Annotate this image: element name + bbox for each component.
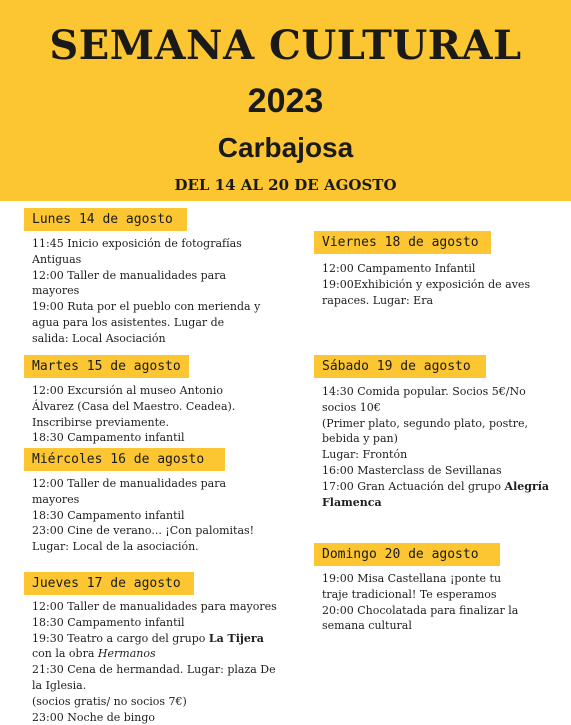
event-dates: DEL 14 AL 20 DE AGOSTO — [174, 176, 397, 194]
event-text: 19:30 Teatro a cargo del grupo — [32, 631, 206, 645]
event-item — [322, 479, 550, 511]
event-text: con la obra — [32, 647, 95, 661]
event-item: 11:45 Inicio exposición de fotografías Antiguas — [32, 237, 242, 266]
event-item: (socios gratis/ no socios 7€) — [32, 694, 187, 708]
events-martes — [32, 383, 257, 446]
title-town: Carbajosa — [217, 132, 354, 163]
day-label-jueves: Jueves 17 de agosto — [24, 572, 194, 595]
play-title-hermanos: Hermanos — [97, 647, 156, 661]
event-item: 12:00 Excursión al museo Antonio Álvarez (Casa del Maestro. Ceadea). Inscribirse previamente. — [32, 384, 236, 429]
events-jueves — [32, 599, 282, 725]
group-name-la-tijera: La Tijera — [208, 631, 264, 645]
event-text: 17:00 Gran Actuación del grupo — [322, 479, 502, 493]
events-domingo — [322, 571, 522, 634]
event-item: 12:00 Taller de manualidades para mayores — [32, 477, 227, 506]
event-item: 19:00Exhibición y exposición de aves rapaces. Lugar: Era — [322, 277, 531, 307]
event-item: 20:00 Chocolatada para finalizar la semana cultural — [322, 603, 519, 633]
event-item: 23:00 Noche de bingo — [32, 710, 156, 724]
event-item: 23:00 Cine de verano... ¡Con palomitas! Lugar: Local de la asociación. — [32, 524, 255, 554]
event-item: Lugar: Frontón — [322, 448, 408, 462]
events-miercoles — [32, 476, 257, 555]
event-item: 18:30 Campamento infantil — [32, 615, 185, 629]
event-item: 19:00 Misa Castellana ¡ponte tu traje tradicional! Te esperamos — [322, 572, 502, 601]
day-label-domingo: Domingo 20 de agosto — [314, 543, 500, 566]
group-name-alegria-flamenca: Alegría Flamenca — [322, 479, 550, 509]
events-lunes — [32, 236, 264, 347]
event-item: 14:30 Comida popular. Socios 5€/No socios 10€ — [322, 385, 526, 414]
day-label-miercoles: Miércoles 16 de agosto — [24, 448, 225, 471]
event-item: (Primer plato, segundo plato, postre, bebida y pan) — [322, 416, 528, 446]
day-label-lunes: Lunes 14 de agosto — [24, 208, 187, 231]
event-item: 21:30 Cena de hermandad. Lugar: plaza De la Iglesia. — [32, 663, 276, 692]
event-item: 12:00 Taller de manualidades para mayores — [32, 268, 227, 298]
event-item: 12:00 Campamento Infantil — [322, 262, 476, 275]
title-year: 2023 — [247, 82, 324, 120]
events-viernes — [322, 261, 542, 308]
event-item — [32, 631, 282, 663]
event-item: 12:00 Taller de manualidades para mayores — [32, 600, 277, 613]
event-item: 18:30 Campamento infantil — [32, 508, 185, 522]
events-sabado — [322, 384, 550, 510]
day-label-martes: Martes 15 de agosto — [24, 355, 189, 378]
day-label-viernes: Viernes 18 de agosto — [314, 231, 491, 254]
day-label-sabado: Sábado 19 de agosto — [314, 355, 486, 378]
event-item: 19:00 Ruta por el pueblo con merienda y agua para los asistentes. Lugar de salida: Local Asociación — [32, 300, 261, 345]
event-item: 18:30 Campamento infantil — [32, 431, 185, 445]
event-item: 16:00 Masterclass de Sevillanas — [322, 463, 502, 477]
title-semana-cultural: SEMANA CULTURAL — [49, 22, 522, 69]
